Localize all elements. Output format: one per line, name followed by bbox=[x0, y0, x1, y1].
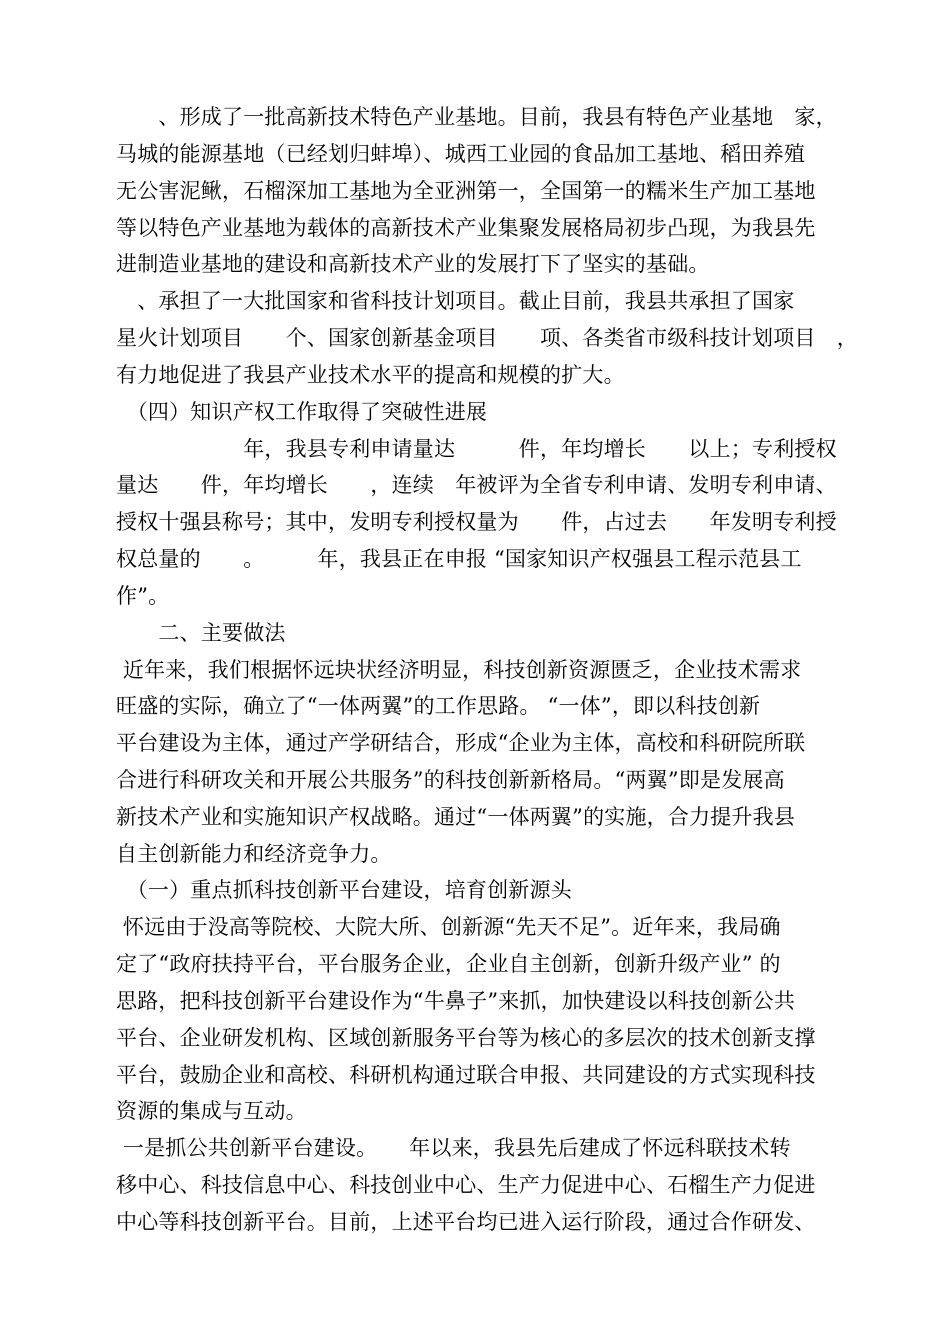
text-line: 马城的能源基地（已经划归蚌埠）、城西工业园的食品加工基地、稻田养殖 bbox=[116, 142, 806, 166]
text-line: 进制造业基地的建设和高新技术产业的发展打下了坚实的基础。 bbox=[116, 252, 710, 276]
text-line: 资源的集成与互动。 bbox=[116, 1099, 307, 1123]
text-line: 作”。 bbox=[116, 584, 170, 608]
section-heading: （一）重点抓科技创新平台建设，培育创新源头 bbox=[116, 878, 572, 902]
text-line: 自主创新能力和经济竞争力。 bbox=[116, 842, 392, 866]
text-line: 思路，把科技创新平台建设作为“牛鼻子”来抓，加快建设以科技创新公共 bbox=[116, 989, 796, 1013]
text-line: 有力地促进了我县产业技术水平的提高和规模的扩大。 bbox=[116, 363, 625, 387]
text-line: 一是抓公共创新平台建设。 年以来，我县先后建成了怀远科联技术转 bbox=[116, 1136, 791, 1160]
text-line: 新技术产业和实施知识产权战略。通过“一体两翼”的实施，合力提升我县 bbox=[116, 805, 796, 829]
text-line: 移中心、科技信息中心、科技创业中心、生产力促进中心、石榴生产力促进 bbox=[116, 1173, 816, 1197]
text-line: 平台建设为主体，通过产学研结合，形成“企业为主体，高校和科研院所联 bbox=[116, 731, 806, 755]
section-heading: 二、主要做法 bbox=[116, 621, 286, 645]
text-line: 年，我县专利申请量达 件，年均增长 以上；专利授权 bbox=[116, 437, 837, 461]
text-line: 、形成了一批高新技术特色产业基地。目前，我县有特色产业基地 家， bbox=[116, 105, 837, 129]
text-line: 怀远由于没高等院校、大院大所、创新源“先天不足”。近年来，我局确 bbox=[116, 915, 781, 939]
text-line: 定了“政府扶持平台，平台服务企业，企业自主创新，创新升级产业” 的 bbox=[116, 952, 781, 976]
text-line: 星火计划项目 个、国家创新基金项目 项、各类省市级科技计划项目 ， bbox=[116, 326, 858, 350]
text-line: 无公害泥鳅，石榴深加工基地为全亚洲第一，全国第一的糯米生产加工基地 bbox=[116, 179, 816, 203]
text-line: 权总量的 。 年，我县正在申报 “国家知识产权强县工程示范县工 bbox=[116, 547, 802, 571]
text-line: 旺盛的实际，确立了“一体两翼”的工作思路。 “一体”，即以科技创新 bbox=[116, 694, 761, 718]
text-line: 中心等科技创新平台。目前，上述平台均已进入运行阶段，通过合作研发、 bbox=[116, 1210, 816, 1234]
text-line: 授权十强县称号；其中，发明专利授权量为 件，占过去 年发明专利授 bbox=[116, 510, 837, 534]
text-line: 量达 件，年均增长 ，连续 年被评为全省专利申请、发明专利申请、 bbox=[116, 473, 837, 497]
text-line: 近年来，我们根据怀远块状经济明显，科技创新资源匮乏，企业技术需求 bbox=[116, 658, 802, 682]
text-line: 、承担了一大批国家和省科技计划项目。截止目前，我县共承担了国家 bbox=[116, 289, 795, 313]
section-heading: （四）知识产权工作取得了突破性进展 bbox=[116, 400, 488, 424]
text-line: 合进行科研攻关和开展公共服务”的科技创新新格局。“两翼”即是发展高 bbox=[116, 768, 785, 792]
text-line: 平台，鼓励企业和高校、科研机构通过联合申报、共同建设的方式实现科技 bbox=[116, 1063, 816, 1087]
text-line: 平台、企业研发机构、区域创新服务平台等为核心的多层次的技术创新支撑 bbox=[116, 1026, 816, 1050]
text-line: 等以特色产业基地为载体的高新技术产业集聚发展格局初步凸现，为我县先 bbox=[116, 216, 816, 240]
